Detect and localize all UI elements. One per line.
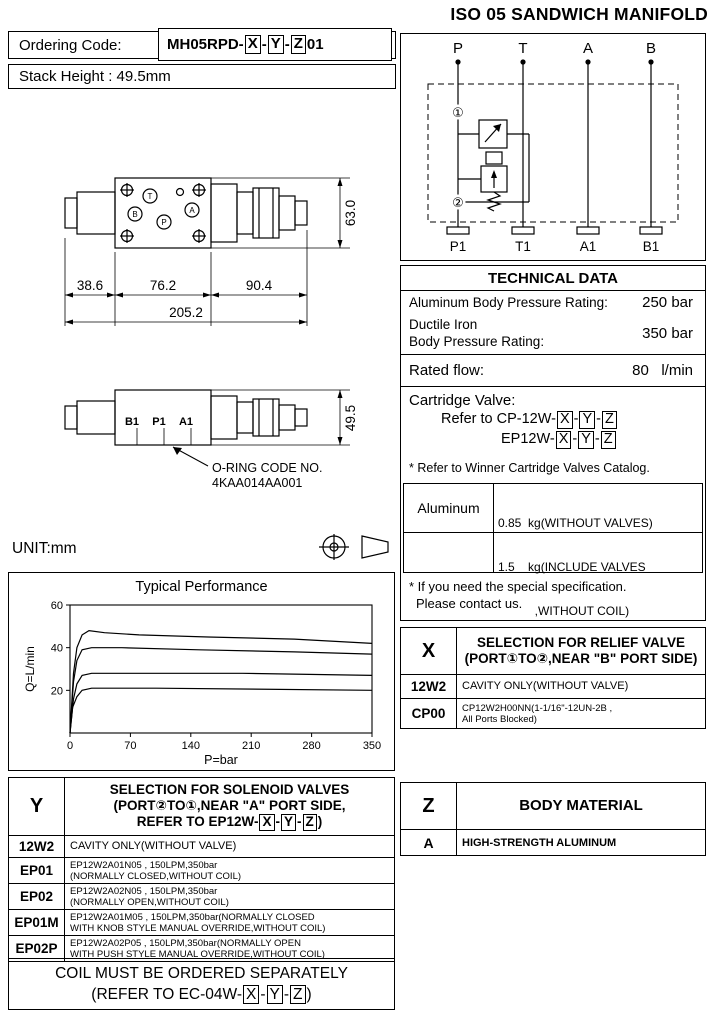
svg-text:40: 40 <box>50 642 63 655</box>
coil-note-line1: COIL MUST BE ORDERED SEPARATELY <box>55 965 348 982</box>
special-spec-note: * If you need the special specification. Please contact us. <box>409 578 627 611</box>
port-label-p1: P1 <box>449 239 467 254</box>
weight-values: 0.85 kg(WITHOUT VALVES) 1.5 kg(INCLUDE VALVES ,WITHOUT COIL) <box>498 515 653 618</box>
pressure-rating-aluminum-row: Aluminum Body Pressure Rating: 250 bar <box>409 294 693 311</box>
port-label-b: B <box>645 40 657 57</box>
y-selection-table <box>8 777 395 962</box>
cartridge-valve-section: Cartridge Valve: Refer to CP-12W- X - Y - Z EP12W- X - Y - Z * Refer to Winner Cartridge Valves Catalog. <box>409 391 650 475</box>
port-b-label: B <box>132 210 138 219</box>
page-title: ISO 05 SANDWICH MANIFOLD <box>450 4 708 24</box>
table-row: CP00 CP12W2H00NN(1-1/16"-12UN-2B , All Ports Blocked) <box>400 699 706 729</box>
svg-text:0: 0 <box>66 740 73 752</box>
port-t-label: T <box>147 192 153 201</box>
svg-text:280: 280 <box>301 740 321 752</box>
svg-text:140: 140 <box>181 740 200 752</box>
z-table-header <box>400 782 706 830</box>
y-table-title: SELECTION FOR SOLENOID VALVES (PORT②TO①,NEAR "A" PORT SIDE, REFER TO EP12W- X - Y - Z ) <box>109 782 350 830</box>
table-row: EP02P EP12W2A02P05 , 150LPM,350bar(NORMALLY OPEN WITH PUSH STYLE MANUAL OVERRIDE,WITHOUT COIL) <box>8 936 395 962</box>
unit-label: UNIT:mm <box>12 540 77 557</box>
node-1-marker: ① <box>452 105 464 120</box>
table-row: 12W2 CAVITY ONLY(WITHOUT VALVE) <box>400 675 706 699</box>
dim-solenoid-label: 38.6 <box>76 278 104 293</box>
third-angle-projection-icon <box>316 531 394 563</box>
ordering-code-label: Ordering Code: <box>19 36 122 54</box>
svg-text:210: 210 <box>241 740 260 752</box>
table-row: A HIGH-STRENGTH ALUMINUM <box>400 830 706 856</box>
svg-text:P=bar: P=bar <box>203 753 238 767</box>
z-table-title: BODY MATERIAL <box>519 797 643 814</box>
port-label-a: A <box>582 40 594 57</box>
dim-height-label: 63.0 <box>343 199 358 227</box>
x-table-header <box>400 627 706 675</box>
relief-valve-symbol <box>479 120 507 148</box>
dim-total-label: 205.2 <box>169 305 203 320</box>
performance-chart-box <box>8 572 395 771</box>
valve-top-view-drawing <box>8 148 396 350</box>
svg-text:Q=L/min: Q=L/min <box>22 646 37 692</box>
rated-flow-row: Rated flow: 80 l/min <box>401 355 705 387</box>
port-label-t: T <box>518 40 528 57</box>
coil-note-line2: (REFER TO EC-04W- X - Y - Z ) <box>91 985 312 1003</box>
port-label-p: P <box>452 40 464 57</box>
stack-height-label: Stack Height : 49.5mm <box>8 64 396 89</box>
port-label-b1: B1 <box>642 239 660 254</box>
valve-side-view-drawing <box>8 368 396 508</box>
hydraulic-circuit-box <box>400 33 706 261</box>
x-table-title: SELECTION FOR RELIEF VALVE (PORT①TO②,NEAR "B" PORT SIDE) <box>464 635 698 667</box>
oring-code-title: O-RING CODE NO. <box>212 461 323 475</box>
weight-material: Aluminum <box>404 484 494 532</box>
dim-side-height-label: 49.5 <box>343 404 358 432</box>
node-2-marker: ② <box>452 195 464 210</box>
table-row: EP01 EP12W2A01N05 , 150LPM,350bar (NORMALLY CLOSED,WITHOUT COIL) <box>8 858 395 884</box>
coil-note-box <box>8 958 395 1010</box>
table-row: EP02 EP12W2A02N05 , 150LPM,350bar (NORMALLY OPEN,WITHOUT COIL) <box>8 884 395 910</box>
svg-text:20: 20 <box>50 685 63 698</box>
port-a1-label: A1 <box>178 416 194 428</box>
y-table-header <box>8 777 395 836</box>
svg-text:350: 350 <box>362 740 381 752</box>
table-row: 12W2 CAVITY ONLY(WITHOUT VALVE) <box>8 836 395 858</box>
pressure-rating-ductile-row: Ductile Iron Body Pressure Rating: 350 bar <box>401 314 705 355</box>
technical-data-box <box>400 265 706 621</box>
hydraulic-circuit-diagram <box>401 34 704 259</box>
chart-title: Typical Performance <box>135 579 268 595</box>
port-p1-label: P1 <box>152 416 166 428</box>
port-a-label: A <box>189 206 195 215</box>
dim-cartridge-label: 90.4 <box>245 278 273 293</box>
port-p-label: P <box>161 218 167 227</box>
svg-text:60: 60 <box>50 600 63 612</box>
port-label-a1: A1 <box>579 239 597 254</box>
port-label-t1: T1 <box>515 239 531 254</box>
z-body-material-table <box>400 782 706 856</box>
svg-text:70: 70 <box>123 740 137 752</box>
technical-data-title: TECHNICAL DATA <box>401 266 705 291</box>
port-b1-label: B1 <box>124 416 140 428</box>
oring-code-value: 4KAA014AA001 <box>212 476 303 490</box>
ordering-code-value: MH05RPD- X - Y - Z 01 <box>158 28 392 61</box>
x-selection-table <box>400 627 706 729</box>
y-table-key: Y <box>9 778 65 835</box>
x-table-key: X <box>401 628 457 674</box>
table-row: EP01M EP12W2A01M05 , 150LPM,350bar(NORMALLY CLOSED WITH KNOB STYLE MANUAL OVERRIDE,WITHOUT COIL) <box>8 910 395 936</box>
z-table-key: Z <box>401 783 457 829</box>
dim-body-label: 76.2 <box>149 278 177 293</box>
performance-chart <box>12 597 392 767</box>
